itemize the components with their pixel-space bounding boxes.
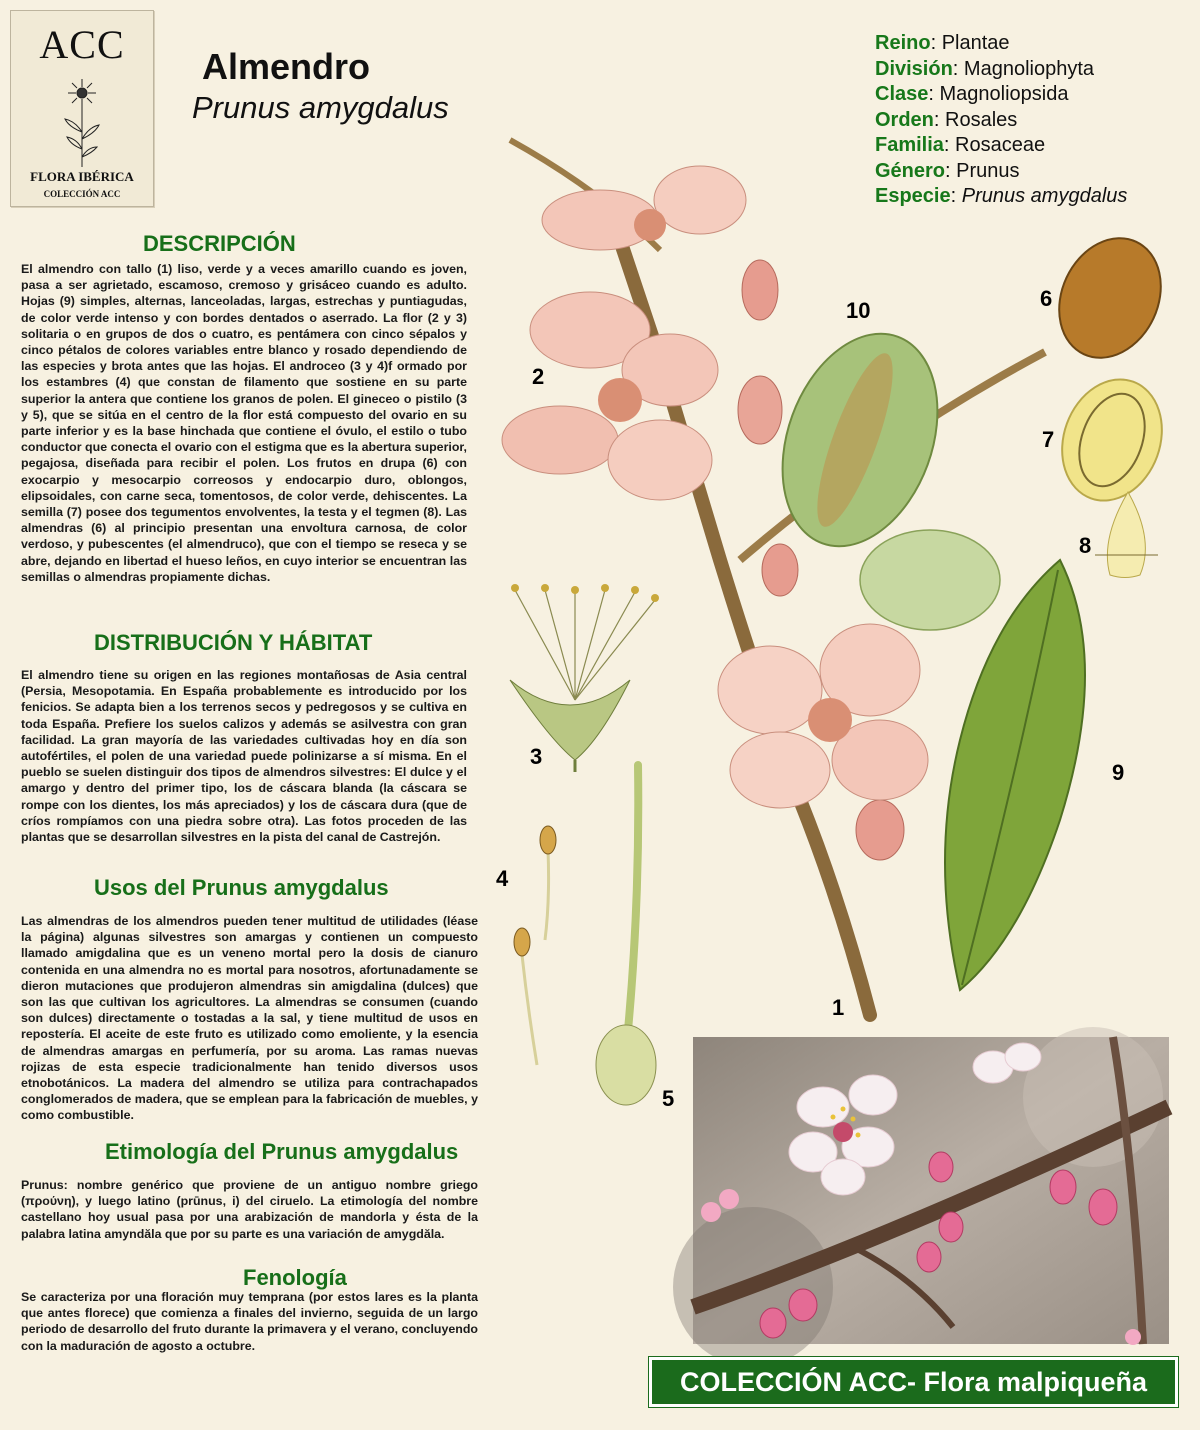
botanical-illustration: [480, 90, 1180, 1111]
taxonomy-key: División: [875, 57, 953, 80]
section-text-etimologia: Prunus: nombre genérico que proviene de un antiguo nombre griego (προύνη), y luego latino (prūnus, i) del ciruelo. La etimología del nombre castellano hoy usual pasa por una arabización de mandorla y ésta de la palabra latina amyndăla que por su parte es una variación de amygdăla.: [21, 1178, 478, 1241]
logo: [10, 10, 154, 207]
daisy-icon: [57, 77, 107, 167]
green-almond-second: [860, 530, 1000, 630]
page-title: Almendro: [202, 46, 371, 87]
section-heading-etimologia: Etimología del Prunus amygdalus: [105, 1139, 459, 1164]
taxonomy-row-genero: Género: Prunus: [875, 159, 1020, 182]
bud: [738, 376, 782, 444]
bud: [742, 260, 778, 320]
flower-2: [502, 292, 718, 500]
blossom-photo: [693, 1037, 1169, 1344]
pistil-5: [596, 765, 656, 1105]
stamen-4: [514, 826, 556, 1065]
section-heading-usos: Usos del Prunus amygdalus: [94, 875, 389, 900]
taxonomy-value: Prunus: [956, 159, 1020, 182]
bud: [856, 800, 904, 860]
bud: [762, 544, 798, 596]
figure-label-5: 5: [662, 1086, 675, 1111]
taxonomy-row-especie: Especie: Prunus amygdalus: [875, 185, 1128, 207]
page-subtitle: Prunus amygdalus: [192, 90, 449, 125]
figure-label-3: 3: [530, 744, 543, 769]
section-heading-distribucion: DISTRIBUCIÓN Y HÁBITAT: [94, 630, 373, 655]
figure-label-6: 6: [1040, 286, 1053, 311]
section-heading-fenologia: Fenología: [243, 1265, 347, 1290]
taxonomy-value: Magnoliopsida: [939, 83, 1069, 105]
taxonomy-key: Clase: [875, 83, 929, 105]
taxonomy-row-clase: Clase: Magnoliopsida: [875, 83, 1069, 105]
taxonomy-value: Prunus amygdalus: [961, 185, 1128, 207]
section-text-distribucion: El almendro tiene su origen en las regiones montañosas de Asia central (Persia, Mesopotamia. En España probablemente es introducido por los fenicios. Se adapta bien a los terrenos secos y pedregosos y se cultiva en toda España. Prefiere los suelos calizos y además se asilvestra con gran facilidad. La gran mayoría de las variedades cultivadas hoy en día son autofértiles, el polen de una variedad puede polinizarse a sí misma. En el pueblo se suelen distinguir dos tipos de almendros silvestres: El dulce y el amargo y dentro del primer tipo, los de cáscara blanda (la cáscara se rompe con los dientes, los más apreciados) y los de cáscara dura (que de críos rompíamos con una piedra sobre otra). Las fotos proceden de las plantas que se desarrollan silvestres en la pista del canal de Castrejón.: [21, 668, 467, 845]
flower-lower: [718, 624, 928, 808]
seed-section-7: [1046, 365, 1179, 514]
collection-banner: COLECCIÓN ACC- Flora malpiqueña: [649, 1357, 1178, 1407]
section-text-fenologia: Se caracteriza por una floración muy temprana (por estos lares es la planta que antes florece) que comienza a finales del invierno, seguida de un largo periodo de desarrollo del fruto durante la primavera y el verano, concluyendo con la maduración de agosto a octubre.: [21, 1290, 478, 1353]
taxonomy-row-orden: Orden: Rosales: [875, 108, 1018, 131]
almond-nut-6: [1040, 222, 1179, 375]
logo-acc-text: ACC: [39, 22, 125, 67]
section-text-descripcion: El almendro con tallo (1) liso, verde y a veces amarillo cuando es joven, pasa a ser agrietado, escamoso, cremoso y grisáceo cuando es adulto. Hojas (9) simples, alternas, lanceoladas, largas, estrechas y puntiagudas, de color verde intenso y con bordes dentados o aserrado. La flor (2 y 3) solitaria o en grupos de dos o cuatro, es pentámera con cinco sépalos y cinco pétalos de colores variables entre blanco y rosado dependiendo de las especies y brota antes que las hojas. El androceo (3 y 4)f ormado por los estambres (4) que constan de filamento que sostiene en su parte superior la antera que contiene los granos de polen. El gineceo o pistilo (3 y 5), que se sitúa en el centro de la flor está compuesto del ovario en su parte inferior y es la base hinchada que contiene el óvulo, el estilo o tubo conductor que conecta el ovario con el estigma que es la abertura superior, pegajosa, diseñada para recibir el polen. Los frutos en drupa (6) con exocarpio y mesocarpio correosos y endocarpio duro, oblongos, elipsoidales, con carne seca, tomentosos, de color verde, dehiscentes. La semilla (7) posee dos tegumentos envolventes, la testa y el tegmen (8). Las almendras (6) al principio presentan una envoltura carnosa, de color verdoso, y pubescentes (el almendruco), que con el tiempo se reseca y se abre, dejando en libertad el hueso leños, en cuyo interior se encuentran las semillas o almendras propiamente dichas.: [21, 262, 467, 584]
taxonomy-row-reino: Reino: Plantae: [875, 32, 1010, 54]
taxonomy-key: Orden: [875, 108, 934, 131]
figure-label-7: 7: [1042, 427, 1055, 452]
logo-coleccion-text: COLECCIÓN ACC: [43, 189, 121, 199]
taxonomy-value: Rosaceae: [955, 134, 1046, 156]
taxonomy-value: Plantae: [941, 32, 1010, 54]
taxonomy-row-division: División: Magnoliophyta: [875, 57, 1095, 80]
taxonomy-key: Reino: [875, 32, 931, 54]
figure-label-9: 9: [1112, 760, 1125, 785]
figure-label-10: 10: [846, 298, 871, 323]
logo-flora-text: FLORA IBÉRICA: [30, 169, 134, 184]
section-text-usos: Las almendras de los almendros pueden tener multitud de utilidades (léase la página) algunas silvestres son amargas y contienen un compuesto llamado amigdalina que es un veneno mortal pero la dosis de cianuro contenida en una almendra no es mortal para nosotros, afortunadamente se dieron mutaciones que produjeron almendras sin amigdalina (dulces) que son las que cultivan los agricultores. La almendras se consumen (cuando son dulces) directamente o tostadas a la sal, y tiene multitud de usos en repostería. El aceite de este fruto es utilizado como emoliente, y la esencia de almendras amargas en perfumería, por su aroma. Las ramas nuevas rojizas de esta especie tradicionalmente han tenido diversos usos etnobotánicos. La madera del almendro se utiliza para contrachapados conglomerados de madera, que se emplean para la fabricación de muebles, y como combustible.: [21, 914, 478, 1123]
taxonomy-key: Género: [875, 159, 946, 182]
figure-label-4: 4: [496, 866, 509, 891]
taxonomy-key: Especie: [875, 185, 951, 207]
taxonomy-key: Familia: [875, 134, 944, 156]
figure-label-2: 2: [532, 364, 545, 389]
figure-label-1: 1: [832, 995, 845, 1020]
taxonomy-value: Magnoliophyta: [963, 57, 1095, 80]
figure-label-8: 8: [1079, 533, 1092, 558]
leaf-9: [945, 560, 1085, 990]
seed-8: [1107, 492, 1145, 578]
section-heading-descripcion: DESCRIPCIÓN: [143, 231, 296, 256]
taxonomy-row-familia: Familia: Rosaceae: [875, 134, 1046, 156]
taxonomy-value: Rosales: [945, 108, 1018, 131]
